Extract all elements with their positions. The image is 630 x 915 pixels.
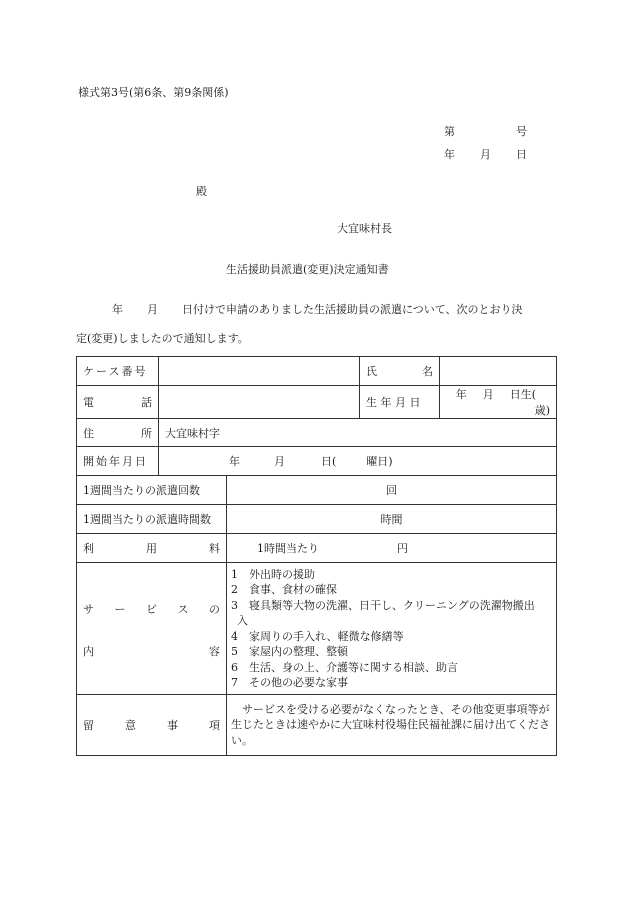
table-row (77, 505, 557, 534)
start-date-label: 開始年月日 (77, 447, 159, 476)
list-item: 5 家屋内の整理、整頓 (231, 645, 348, 658)
name-value (440, 357, 557, 386)
phone-value (159, 386, 360, 419)
body-line-2: 定(変更)しましたので通知します。 (76, 332, 249, 345)
date-year: 年 (444, 148, 455, 161)
body-line-1 (112, 301, 523, 317)
address-value: 大宜味村字 (159, 419, 557, 447)
form-number: 様式第3号(第6条、第9条関係) (78, 86, 229, 99)
weekly-count-value: 回 (227, 476, 557, 505)
fee-value: 1時間当たり 円 (227, 534, 557, 563)
case-number-value (159, 357, 360, 386)
body-month: 月 (147, 303, 158, 316)
table-row (77, 695, 557, 756)
notes-label: 留 意 事 項 (77, 695, 227, 756)
address-label: 住 所 (77, 419, 159, 447)
list-item: 6 生活、身の上、介護等に関する相談、助言 (231, 660, 458, 674)
reference-go: 号 (516, 125, 527, 138)
weekly-count-label: 1週間当たりの派遣回数 (77, 476, 227, 505)
body-year: 年 (112, 303, 123, 316)
list-item: 2 食事、食材の確保 (231, 583, 337, 596)
issuer-name: 大宜味村長 (337, 222, 392, 235)
service-content-list (227, 563, 557, 695)
decision-table (76, 356, 557, 756)
table-row (77, 357, 557, 386)
weekly-hours-label: 1週間当たりの派遣時間数 (77, 505, 227, 534)
list-item: 7 その他の必要な家事 (231, 676, 348, 689)
table-row (77, 419, 557, 447)
reference-dai: 第 (444, 125, 455, 138)
case-number-label: ケース番号 (77, 357, 159, 386)
date-month: 月 (480, 148, 491, 161)
list-item: 3 寝具類等大物の洗濯、日干し、クリーニングの洗濯物搬出 (231, 598, 535, 612)
dob-label: 生 年 月 日 (360, 386, 440, 419)
service-content-label: サ ー ビ ス の 内 容 (77, 563, 227, 695)
notes-text: サービスを受ける必要がなくなったとき、その他変更事項等が生じたときは速やかに大宜味村役場住民福祉課に届け出てください。 (227, 695, 557, 756)
addressee-suffix: 殿 (196, 185, 207, 198)
table-row (77, 476, 557, 505)
dob-value: 年 月 日生(歳) (440, 386, 557, 419)
start-date-value: 年 月 日( 曜日) (159, 447, 557, 476)
table-row (77, 386, 557, 419)
table-row (77, 534, 557, 563)
table-row (77, 563, 557, 695)
document-title: 生活援助員派遣(変更)決定通知書 (226, 263, 389, 276)
list-item: 4 家周りの手入れ、軽微な修繕等 (231, 629, 404, 643)
list-item: 入 (237, 614, 248, 627)
phone-label: 電 話 (77, 386, 159, 419)
table-row (77, 447, 557, 476)
name-label: 氏 名 (360, 357, 440, 386)
weekly-hours-value: 時間 (227, 505, 557, 534)
list-item: 1 外出時の援助 (231, 567, 315, 581)
fee-label: 利 用 料 (77, 534, 227, 563)
date-day: 日 (516, 148, 527, 161)
body-line-1-rest: 日付けで申請のありました生活援助員の派遣について、次のとおり決 (182, 303, 523, 316)
